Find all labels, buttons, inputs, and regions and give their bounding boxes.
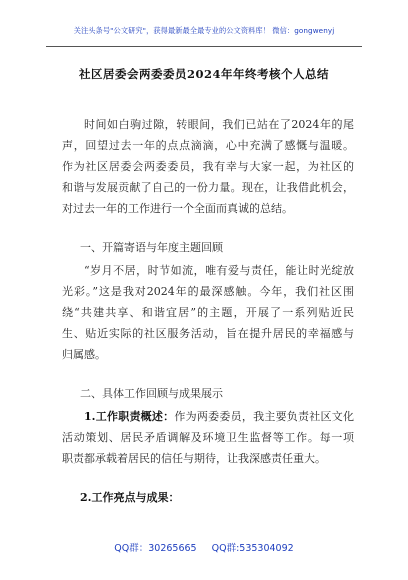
section-heading-1: 一、开篇寄语与年度主题回顾 <box>80 241 223 254</box>
section1-line: 绕“共建共享、和谐宜居”的主题，开展了一系列贴近民 <box>62 306 354 319</box>
footer-qq-group-1: QQ群：30265665 <box>114 543 197 554</box>
item1-paragraph <box>62 406 354 469</box>
section1-line: “岁月不居，时节如流，唯有爱与责任，能让时光绽放 <box>84 264 354 277</box>
section1-line: 归属感。 <box>62 348 106 361</box>
item2-heading: 2.工作亮点与成果： <box>80 491 180 504</box>
intro-line: 对过去一年的工作进行一个全面而真诚的总结。 <box>62 202 293 215</box>
item1-first-line <box>62 406 354 427</box>
intro-line: 声，回望过去一年的点点滴滴，心中充满了感慨与温暖。 <box>62 139 354 152</box>
item1-line: 职责都承载着居民的信任与期待，让我深感责任重大。 <box>62 452 326 465</box>
item1-first-rest: 作为两委委员，我主要负责社区文化 <box>174 410 355 423</box>
footer-qq-group-2: QQ群:535304092 <box>211 543 294 554</box>
section1-line: 光彩。”这是我对2024年的最深感触。今年，我们社区围 <box>62 285 354 298</box>
header-notice: 关注头条号"公文研究"，获得最新最全最专业的公文资料库！ 微信：gongwenyj <box>73 26 335 35</box>
intro-line: 作为社区居委会两委委员，我有幸与大家一起，为社区的 <box>62 160 354 173</box>
document-title: 社区居委会两委委员2024年年终考核个人总结 <box>78 67 329 81</box>
section-heading-2: 二、具体工作回顾与成果展示 <box>80 387 223 400</box>
item1-line: 活动策划、居民矛盾调解及环境卫生监督等工作。每一项 <box>62 431 354 444</box>
footer-contacts <box>0 540 408 554</box>
header-divider <box>46 46 362 47</box>
section1-line: 生、贴近实际的社区服务活动，旨在提升居民的幸福感与 <box>62 327 354 340</box>
section1-paragraph <box>62 260 354 365</box>
intro-paragraph <box>62 114 354 219</box>
intro-line: 时间如白驹过隙，转眼间，我们已站在了2024年的尾 <box>84 118 354 131</box>
intro-line: 和谐与发展贡献了自己的一份力量。现在，让我借此机会， <box>62 181 354 194</box>
item1-label: 1.工作职责概述： <box>84 410 175 423</box>
